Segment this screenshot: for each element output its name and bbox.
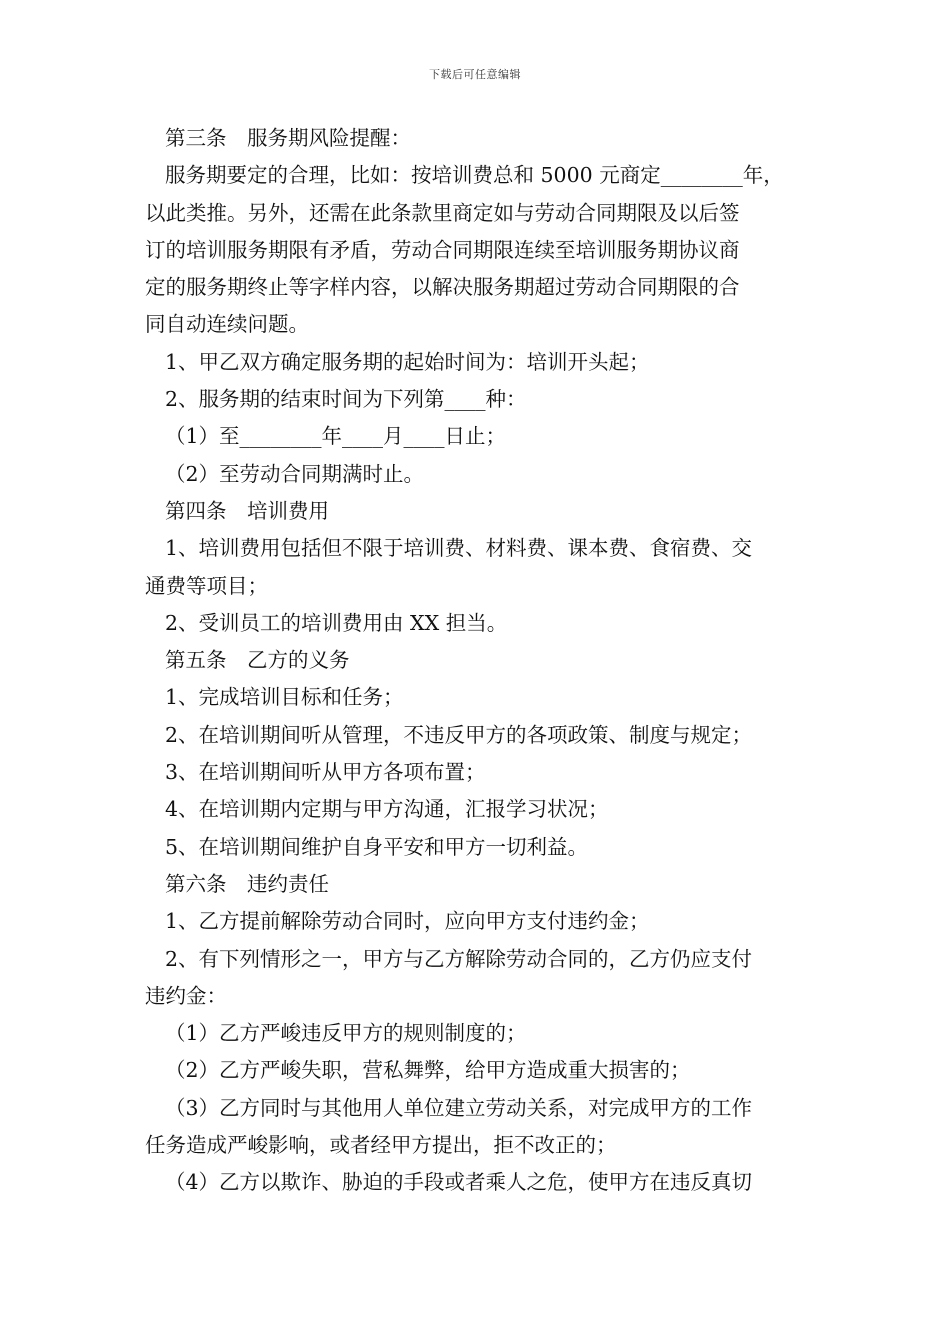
page-header: 下载后可任意编辑 — [429, 68, 521, 81]
paragraph-line: （1）乙方严峻违反甲方的规则制度的； — [165, 1021, 527, 1046]
paragraph-line: （2）乙方严峻失职，营私舞弊，给甲方造成重大损害的； — [165, 1058, 691, 1083]
document-body — [145, 120, 810, 1202]
paragraph-line: 违约金： — [145, 983, 227, 1008]
paragraph-line: 1、乙方提前解除劳动合同时，应向甲方支付违约金； — [165, 909, 650, 934]
paragraph-line: 2、受训员工的培训费用由 XX 担当。 — [165, 610, 508, 635]
paragraph-line: 同自动连续问题。 — [145, 312, 309, 337]
paragraph-line: 5、在培训期间维护自身平安和甲方一切利益。 — [165, 834, 589, 859]
paragraph-line: 2、有下列情形之一，甲方与乙方解除劳动合同的，乙方仍应支付 — [165, 946, 753, 971]
paragraph-line: 第六条 违约责任 — [165, 871, 329, 896]
paragraph-line: （1）至________年____月____日止； — [165, 424, 507, 449]
paragraph-line: （2）至劳动合同期满时止。 — [165, 461, 425, 486]
paragraph-line: 第三条 服务期风险提醒： — [165, 126, 411, 150]
paragraph-line: 第四条 培训费用 — [165, 498, 329, 523]
paragraph-line: 定的服务期终止等字样内容，以解决服务期超过劳动合同期限的合 — [145, 275, 740, 300]
paragraph-line: 通费等项目； — [145, 573, 268, 598]
paragraph-line: 以此类推。另外，还需在此条款里商定如与劳动合同期限及以后签 — [145, 200, 740, 225]
paragraph-line: 任务造成严峻影响，或者经甲方提出，拒不改正的； — [145, 1133, 617, 1158]
paragraph-line: 4、在培训期内定期与甲方沟通，汇报学习状况； — [165, 797, 609, 822]
paragraph-line: 2、在培训期间听从管理，不违反甲方的各项政策、制度与规定； — [165, 722, 753, 747]
paragraph-line: 3、在培训期间听从甲方各项布置； — [165, 760, 486, 785]
paragraph-line: 1、甲乙双方确定服务期的起始时间为：培训开头起； — [165, 349, 650, 374]
paragraph-line: 1、完成培训目标和任务； — [165, 685, 404, 710]
paragraph-line: （3）乙方同时与其他用人单位建立劳动关系，对完成甲方的工作 — [165, 1095, 753, 1120]
paragraph-line: 第五条 乙方的义务 — [165, 648, 350, 673]
paragraph-line: （4）乙方以欺诈、胁迫的手段或者乘人之危，使甲方在违反真切 — [165, 1170, 753, 1195]
paragraph-line: 订的培训服务期限有矛盾，劳动合同期限连续至培训服务期协议商 — [145, 237, 740, 262]
paragraph-line: 服务期要定的合理，比如：按培训费总和 5000 元商定________年， — [165, 163, 784, 188]
paragraph-line: 1、培训费用包括但不限于培训费、材料费、课本费、食宿费、交 — [165, 536, 753, 561]
paragraph-line: 2、服务期的结束时间为下列第____种： — [165, 387, 527, 412]
